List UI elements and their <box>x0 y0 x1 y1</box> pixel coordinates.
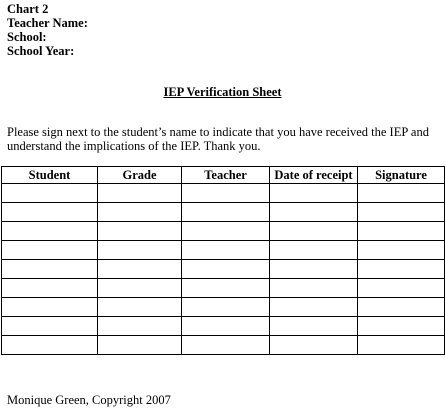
instructions-text: Please sign next to the student’s name to indicate that you have received the IEP and understand the implications of the IEP. Thank you. <box>7 125 429 153</box>
table-row <box>2 222 445 241</box>
cell-signature <box>358 279 445 298</box>
cell-date-of-receipt <box>270 279 358 298</box>
cell-teacher <box>182 260 270 279</box>
cell-grade <box>98 298 182 317</box>
cell-signature <box>358 317 445 336</box>
cell-date-of-receipt <box>270 184 358 203</box>
cell-student <box>2 317 98 336</box>
column-header-date-of-receipt: Date of receipt <box>270 167 358 184</box>
cell-grade <box>98 241 182 260</box>
verification-table <box>1 166 445 355</box>
cell-teacher <box>182 298 270 317</box>
school-label: School: <box>7 30 47 44</box>
column-header-signature: Signature <box>358 167 445 184</box>
sheet-title-container <box>0 85 445 99</box>
cell-student <box>2 241 98 260</box>
table-row <box>2 203 445 222</box>
copyright-footer: Monique Green, Copyright 2007 <box>7 393 171 407</box>
cell-grade <box>98 317 182 336</box>
table-row <box>2 184 445 203</box>
table-row <box>2 317 445 336</box>
teacher-name-label: Teacher Name: <box>7 16 88 30</box>
cell-date-of-receipt <box>270 298 358 317</box>
cell-student <box>2 222 98 241</box>
cell-signature <box>358 336 445 355</box>
table-body <box>2 184 445 355</box>
cell-student <box>2 203 98 222</box>
cell-date-of-receipt <box>270 336 358 355</box>
cell-date-of-receipt <box>270 260 358 279</box>
cell-grade <box>98 279 182 298</box>
cell-student <box>2 279 98 298</box>
cell-signature <box>358 241 445 260</box>
cell-grade <box>98 260 182 279</box>
cell-student <box>2 298 98 317</box>
cell-date-of-receipt <box>270 241 358 260</box>
chart-label: Chart 2 <box>7 2 49 16</box>
table-header-row <box>2 167 445 184</box>
cell-teacher <box>182 317 270 336</box>
cell-signature <box>358 203 445 222</box>
cell-grade <box>98 222 182 241</box>
cell-date-of-receipt <box>270 317 358 336</box>
cell-signature <box>358 184 445 203</box>
column-header-grade: Grade <box>98 167 182 184</box>
cell-signature <box>358 298 445 317</box>
cell-teacher <box>182 184 270 203</box>
cell-student <box>2 260 98 279</box>
column-header-teacher: Teacher <box>182 167 270 184</box>
cell-teacher <box>182 222 270 241</box>
table-row <box>2 279 445 298</box>
table-row <box>2 298 445 317</box>
cell-date-of-receipt <box>270 203 358 222</box>
cell-teacher <box>182 203 270 222</box>
cell-grade <box>98 203 182 222</box>
table-row <box>2 241 445 260</box>
cell-teacher <box>182 241 270 260</box>
cell-signature <box>358 260 445 279</box>
school-year-label: School Year: <box>7 44 75 58</box>
table-row <box>2 336 445 355</box>
cell-grade <box>98 336 182 355</box>
cell-date-of-receipt <box>270 222 358 241</box>
cell-signature <box>358 222 445 241</box>
column-header-student: Student <box>2 167 98 184</box>
cell-teacher <box>182 336 270 355</box>
cell-teacher <box>182 279 270 298</box>
table-row <box>2 260 445 279</box>
cell-grade <box>98 184 182 203</box>
sheet-title: IEP Verification Sheet <box>163 85 282 99</box>
header-block <box>7 2 88 58</box>
cell-student <box>2 184 98 203</box>
cell-student <box>2 336 98 355</box>
